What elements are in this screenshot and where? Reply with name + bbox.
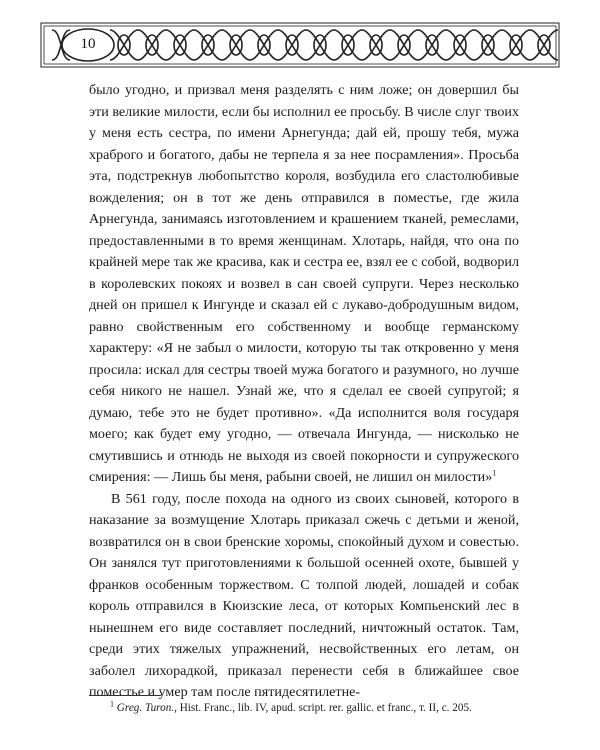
paragraph-1-text: было угодно, и призвал меня разделять с ним ложе; он довершил бы эти великие милости, если бы исполнил ее просьбу. В числе слуг твоих у меня есть сестра, по имени Арнегунда; дай ей, прошу тебя, мужа храброго и богатого, дабы не терпела я за нее посрамления». Просьба эта, подстрекнув любопытство короля, возбудила его сластолюбивые вожделения; он в тот же день отправился в поместье, где жила Арнегунда, занимаясь изготовлением и крашением тканей, ремеслами, предоставленными в то время женщинам. Хлотарь, найдя, что она по крайней мере так же красива, как и сестра ее, взял ее с собой, водворил в королевских покоях и возвел в сан своей супруги. Через несколько дней он пришел к Ингунде и сказал ей с лукаво-добродушным видом, равно свойственным его собственному и вообще германскому характеру: «Я не забыл о милости, которую ты так откровенно у меня просила: искал для сестры твоей мужа богатого и разумного, но лучше себя никого не нашел. Узнай же, что я сделал ее своей супругой; я думаю, тебе это не будет противно». «Да исполнится воля государя моего; как будет ему угодно, — отвечала Ингунда, — нисколько не смутившись и отнюдь не выходя из своей покорности и супружеского смирения: — Лишь бы меня, рабыни своей, не лишил он милости» [89,82,519,485]
paragraph-2: В 561 году, после похода на одного из своих сыновей, которого в наказание за возмущение Хлотарь приказал сжечь с детьми и женой, возвратился он в свои бренские хоромы, спокойный духом и совестью. Он занялся тут приготовлениями к большой осенней охоте, бывшей у франков особенным торжеством. С толпой людей, лошадей и собак король отправился в Кюизские леса, от которых Компьенский лес в нынешнем его виде составляет последний, ничтожный остаток. Там, среди этих тяжелых упражнений, несвойственных его летам, он заболел лихорадкой, приказал перенести себя в ближайшее свое поместье и умер там после пятидесятилетне- [89,490,519,700]
footnote-mark: 1 [110,699,114,709]
celtic-knot-ornament [40,22,560,68]
footnote-reference: 1 [492,468,497,478]
decorative-header-band [40,22,560,68]
paragraph-1 [89,80,519,489]
page-number: 10 [80,35,96,52]
main-text [89,80,519,704]
footnote [110,701,530,715]
footnote-author: Greg. Turon. [116,702,175,714]
footnote-text: , Hist. Franc., lib. IV, apud. script. rer. gallic. et franc., т. II, с. 205. [174,702,472,714]
footnote-divider [89,695,161,696]
